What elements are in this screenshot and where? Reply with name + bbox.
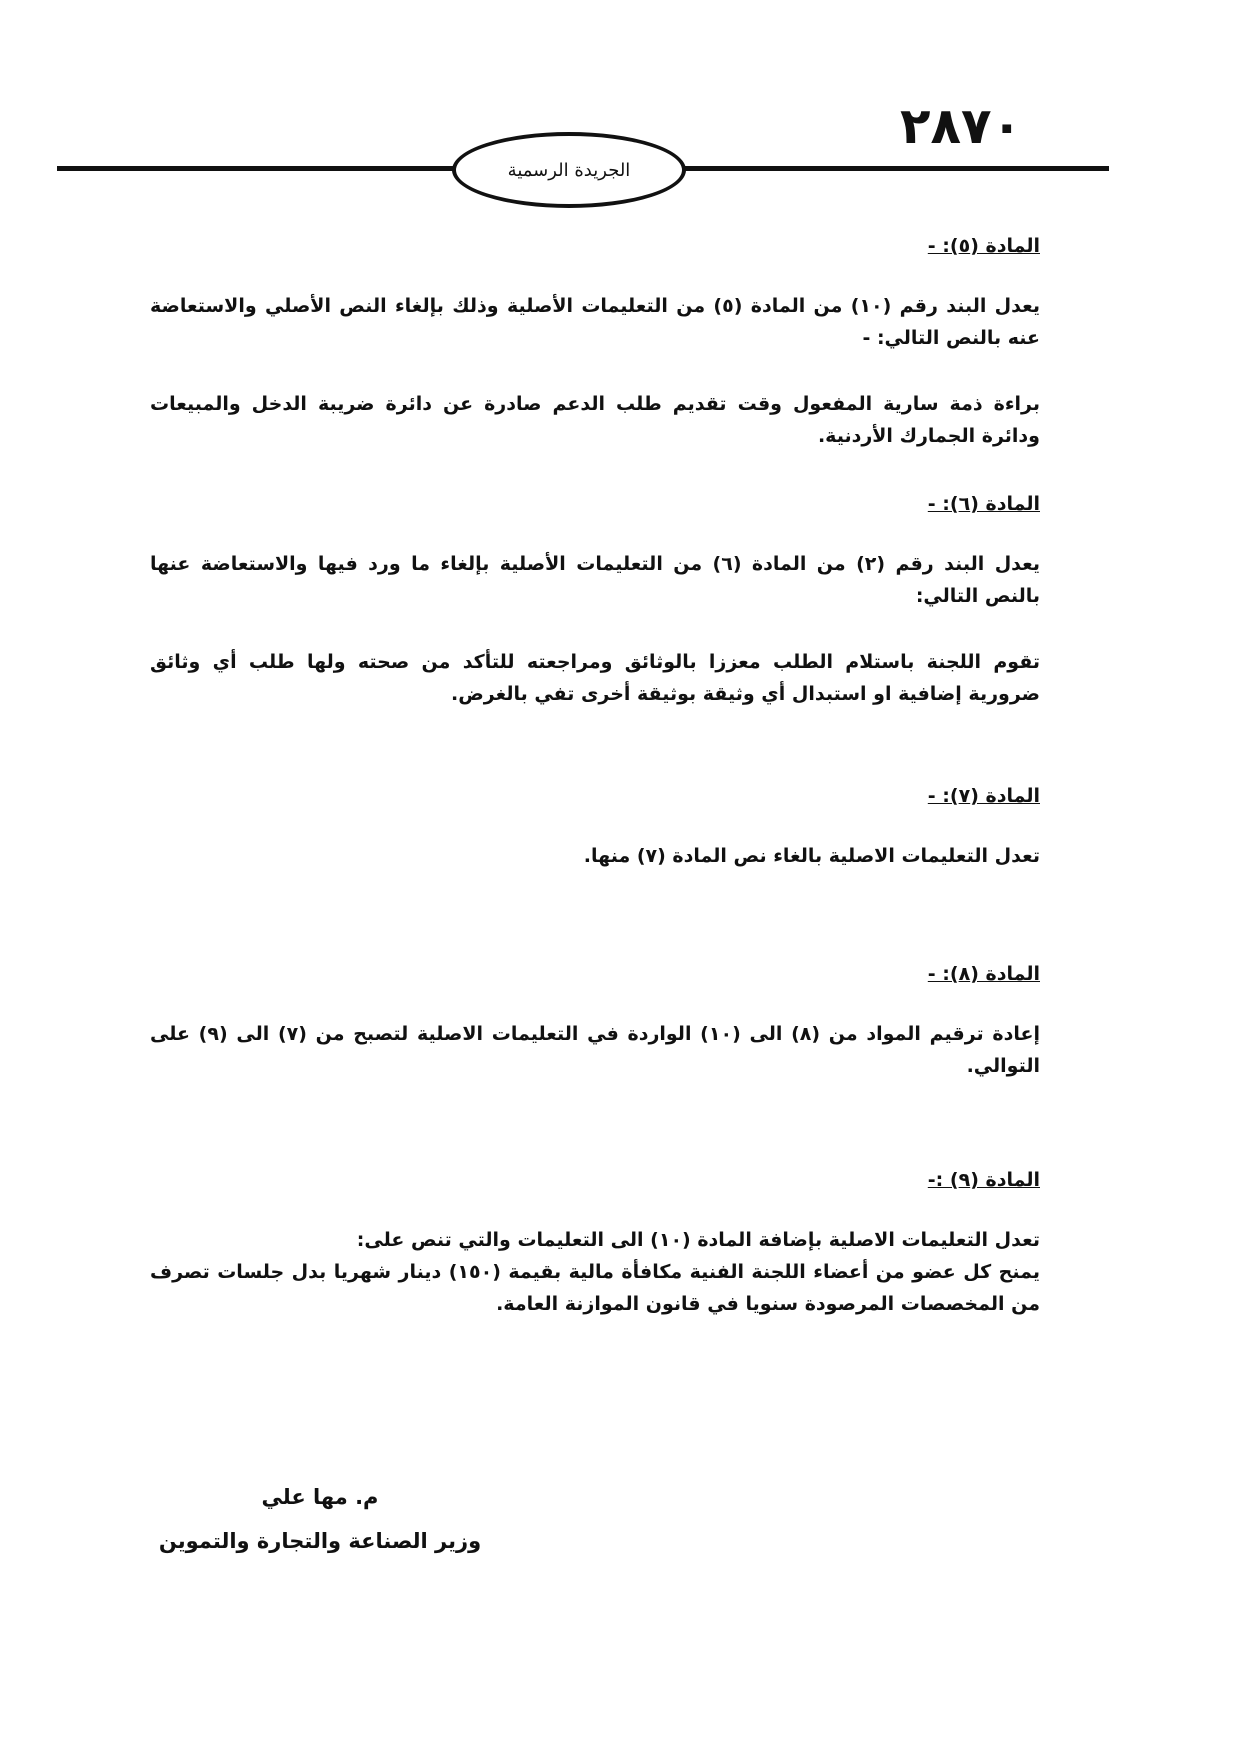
article-7 [150, 782, 1040, 872]
article-heading: المادة (٦): - [927, 493, 1040, 515]
article-heading: المادة (٩) :- [927, 1169, 1040, 1191]
gazette-title: الجريدة الرسمية [507, 159, 631, 181]
article-5 [150, 232, 1040, 452]
article-heading: المادة (٥): - [927, 235, 1040, 257]
signatory-title: وزير الصناعة والتجارة والتموين [158, 1529, 482, 1553]
article-paragraph: تعدل التعليمات الاصلية بإضافة المادة (١٠) الى التعليمات والتي تنص على: [356, 1229, 1040, 1251]
article-paragraph: يعدل البند رقم (٢) من المادة (٦) من التعليمات الأصلية بإلغاء ما ورد فيها والاستعاضة عنها بالنص التالي: [150, 553, 1041, 607]
article-paragraph: براءة ذمة سارية المفعول وقت تقديم طلب الدعم صادرة عن دائرة ضريبة الدخل والمبيعات ودائرة الجمارك الأردنية. [150, 393, 1040, 447]
document-body [150, 232, 1040, 1320]
signatory-name: م. مها علي [261, 1485, 379, 1509]
article-paragraph: يعدل البند رقم (١٠) من المادة (٥) من التعليمات الأصلية وذلك بإلغاء النص الأصلي والاستعاضة عنه بالنص التالي: - [150, 295, 1041, 349]
page-number: ٢٨٧٠ [900, 97, 1023, 155]
signature-block [150, 1480, 490, 1556]
article-paragraph: تعدل التعليمات الاصلية بالغاء نص المادة (٧) منها. [583, 845, 1040, 867]
article-heading: المادة (٧): - [927, 785, 1040, 807]
article-heading: المادة (٨): - [927, 963, 1040, 985]
article-9 [150, 1166, 1040, 1320]
article-6 [150, 490, 1040, 710]
article-8 [150, 960, 1040, 1082]
gazette-title-oval [452, 132, 686, 208]
article-paragraph: تقوم اللجنة باستلام الطلب معززا بالوثائق ومراجعته للتأكد من صحته ولها طلب أي وثائق ضرورية إضافية او استبدال أي وثيقة بوثيقة أخرى تفي بالغرض. [150, 651, 1040, 705]
article-paragraph: يمنح كل عضو من أعضاء اللجنة الفنية مكافأة مالية بقيمة (١٥٠) دينار شهريا بدل جلسات تصرف من المخصصات المرصودة سنويا في قانون الموازنة العامة. [150, 1261, 1040, 1315]
article-paragraph: إعادة ترقيم المواد من (٨) الى (١٠) الواردة في التعليمات الاصلية لتصبح من (٧) الى (٩) على التوالي. [150, 1023, 1040, 1077]
